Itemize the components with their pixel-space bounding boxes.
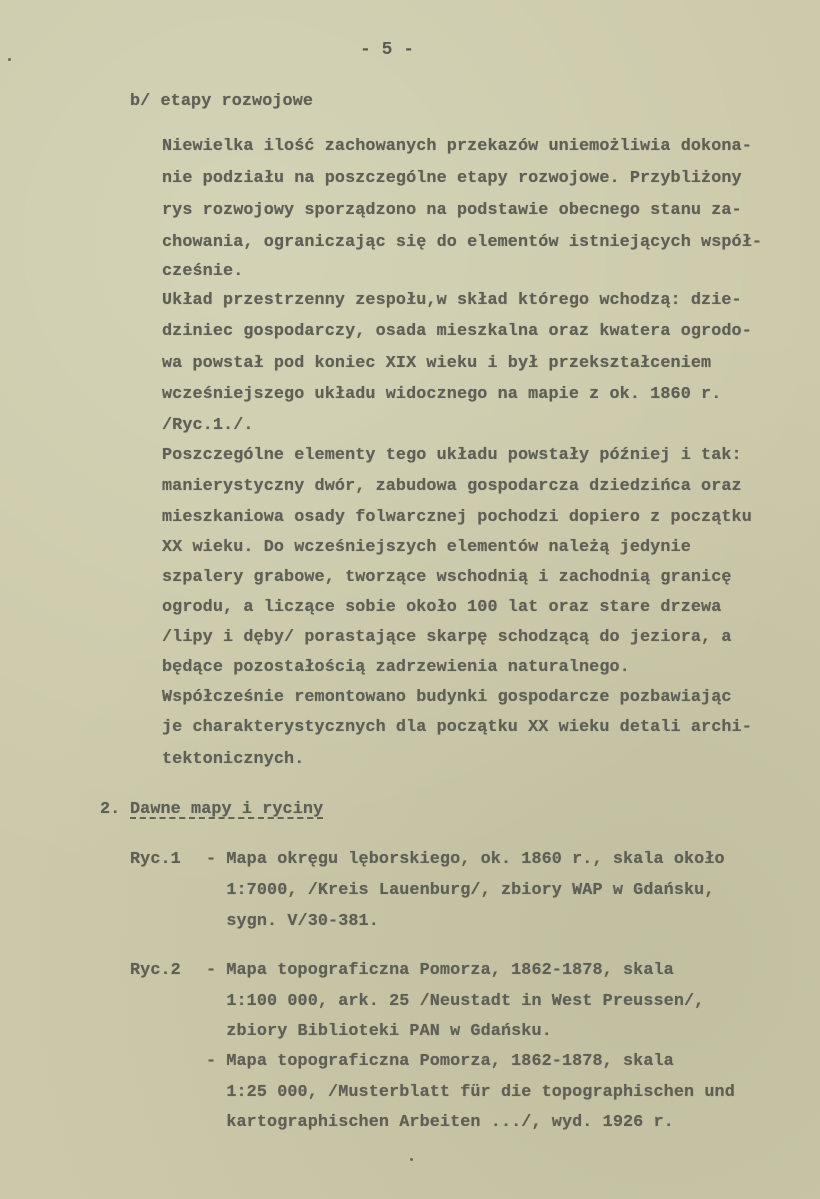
page-number: - 5 - bbox=[360, 40, 415, 60]
figure-entry-line: - Mapa okręgu lęborskiego, ok. 1860 r., skala około bbox=[206, 850, 725, 869]
paragraph-line: tektonicznych. bbox=[162, 750, 305, 769]
paragraph-line: /Ryc.1./. bbox=[162, 416, 254, 435]
paragraph-line: szpalery grabowe, tworzące wschodnią i zachodnią granicę bbox=[162, 568, 732, 587]
paragraph-line: Współcześnie remontowano budynki gospodarcze pozbawiając bbox=[162, 688, 732, 707]
paragraph-line: Układ przestrzenny zespołu,w skład którego wchodzą: dzie- bbox=[162, 291, 742, 310]
paragraph-line: XX wieku. Do wcześniejszych elementów należą jedynie bbox=[162, 538, 691, 557]
figure-entry-line: sygn. V/30-381. bbox=[206, 912, 379, 931]
section-2-heading: Dawne mapy i ryciny bbox=[130, 800, 324, 819]
paragraph-line: mieszkaniowa osady folwarcznej pochodzi dopiero z początku bbox=[162, 508, 752, 527]
paragraph-line: /lipy i dęby/ porastające skarpę schodzącą do jeziora, a bbox=[162, 628, 732, 647]
section-2-number: 2. bbox=[100, 800, 121, 819]
figure-entry-line: 1:7000, /Kreis Lauenburg/, zbiory WAP w Gdańsku, bbox=[206, 881, 715, 900]
figure-label: Ryc.2 bbox=[130, 961, 181, 980]
paragraph-line: wa powstał pod koniec XIX wieku i był przekształceniem bbox=[162, 354, 712, 373]
paragraph-line: Poszczególne elementy tego układu powstały później i tak: bbox=[162, 446, 742, 465]
figure-entry-line: 1:25 000, /Musterblatt für die topographischen und bbox=[206, 1083, 735, 1102]
paragraph-line: wcześniejszego układu widocznego na mapie z ok. 1860 r. bbox=[162, 385, 722, 404]
figure-entry-line: - Mapa topograficzna Pomorza, 1862-1878, skala bbox=[206, 961, 674, 980]
paragraph-line: cześnie. bbox=[162, 262, 244, 281]
figure-label: Ryc.1 bbox=[130, 850, 181, 869]
scan-speck bbox=[410, 1158, 413, 1161]
paragraph-line: będące pozostałością zadrzewienia naturalnego. bbox=[162, 658, 630, 677]
paragraph-line: manierystyczny dwór, zabudowa gospodarcza dziedzińca oraz bbox=[162, 477, 742, 496]
figure-entry-line: kartographischen Arbeiten .../, wyd. 1926 r. bbox=[206, 1113, 674, 1132]
paragraph-line: je charakterystycznych dla początku XX wieku detali archi- bbox=[162, 718, 752, 737]
paragraph-line: chowania, ograniczając się do elementów istniejących współ- bbox=[162, 233, 763, 252]
paragraph-line: Niewielka ilość zachowanych przekazów uniemożliwia dokona- bbox=[162, 137, 752, 156]
figure-entry-line: - Mapa topograficzna Pomorza, 1862-1878, skala bbox=[206, 1052, 674, 1071]
paragraph-line: rys rozwojowy sporządzono na podstawie obecnego stanu za- bbox=[162, 201, 742, 220]
paragraph-line: nie podziału na poszczególne etapy rozwojowe. Przybliżony bbox=[162, 169, 742, 188]
section-b-heading: b/ etapy rozwojowe bbox=[130, 92, 314, 111]
scan-speck bbox=[8, 58, 11, 61]
figure-entry-line: 1:100 000, ark. 25 /Neustadt in West Preussen/, bbox=[206, 992, 705, 1011]
figure-entry-line: zbiory Biblioteki PAN w Gdańsku. bbox=[206, 1022, 552, 1041]
paragraph-line: ogrodu, a liczące sobie około 100 lat oraz stare drzewa bbox=[162, 598, 722, 617]
paragraph-line: dziniec gospodarczy, osada mieszkalna oraz kwatera ogrodo- bbox=[162, 322, 752, 341]
